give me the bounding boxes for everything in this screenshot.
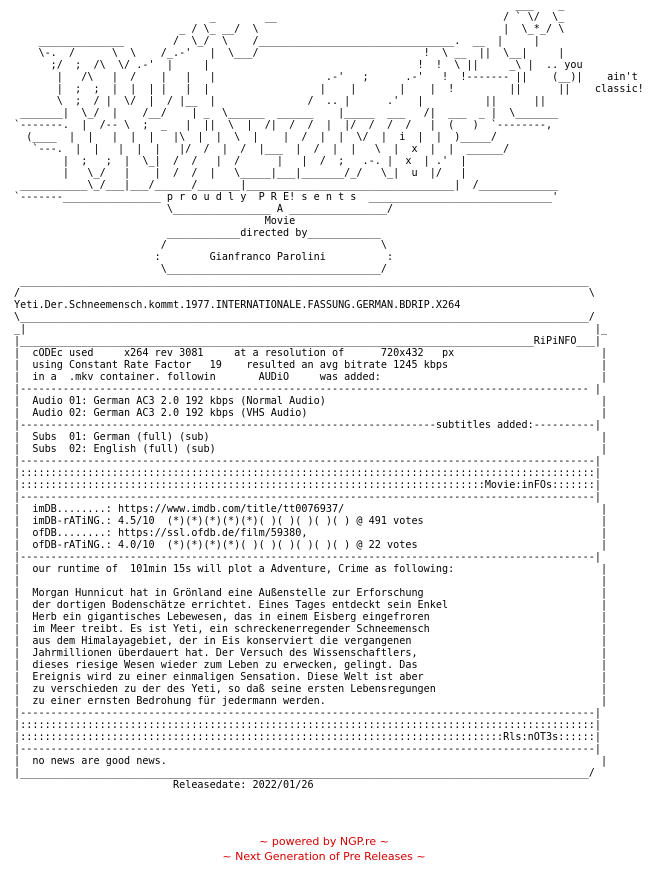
footer-powered-by: ~ powered by NGP.re ~ — [259, 835, 389, 848]
footer-tagline: ~ Next Generation of Pre Releases ~ — [222, 850, 426, 863]
footer — [0, 834, 648, 864]
nfo-text: ___ _ _ __ / ` \/ \_ _ / \_ __/ \ | \_*_/ \ ______________ / \_/ \ /________________________________. __ | | \-. / \ \ /_.-' | \___/ ! \ __ || \__| | ;/ ; /\ \/ .-' | | ! ! \ || _\ | .. you | /\ | / | | | .-' ; .-' ! !------- || (__)| ain't | ; ; | | | | | | | | | | ! || || classic! \ ; / | \/ | / |__ | / .. | .' | || || _______| \_/ | /__/ | _ \______ ______ |_____ ___ /| ___ _ | \_______ `-------. | /-- \ ; _ | || \ | /| / / | |/ / / / | ( ) `--------, (____ | | | | | |\ | | \ | | / | | \/ | i | | )_____/ `---. | | | | | |/ / | / |___ | / | | \ | x | | ______/ | ; ; | \_| / / | / | | / ; .-. | x | .' | | \_/ | | / / | \_____|___|_______/_/ \_| u |/ | ___________\_/___|___/______/_______|__________________________________| /_____________ `-------________________ p r o u d l y P R E! s e n t s ______________________________' \________________ A ________________/ Movie ____________directed by____________ / \ : Gianfranco Parolini : \___________________________________/ _____________________________________________________________________________________________ / \ Yeti.Der.Schneemensch.kommt.1977.INTERNATIONALE.FASSUNG.GERMAN.BDRIP.X264 \_____________________________________________________________________________________________/ _| |_ |____________________________________________________________________________________RiPiNFO___| | cODEc used x264 rev 3081 at a resolution of 720x432 px | | using Constant Rate Factor 19 resulted an avg bitrate 1245 kbps | | in a .mkv container. followin AUDiO was added: | |--------------------------------------------------------------------------------------------- | | Audio 01: German AC3 2.0 192 kbps (Normal Audio) | | Audio 02: German AC3 2.0 192 kbps (VHS Audio) | |--------------------------------------------------------------------subtitles added:----------| | Subs 01: German (full) (sub) | | Subs 02: English (full) (sub) | |----------------------------------------------------------------------------------------------| |::::::::::::::::::::::::::::::::::::::::::::::::::::::::::::::::::::::::::::::::::::::::::::::| |::::::::::::::::::::::::::::::::::::::::::::::::::::::::::::::::::::::::::::Movie:inFOs:::::::| |----------------------------------------------------------------------------------------------| | imDB........: https://www.imdb.com/title/tt0076937/ | | imDB-rATiNG.: 4.5/10 (*)(*)(*)(*)(*)( )( )( )( )( ) @ 491 votes | | ofDB........: https://ssl.ofdb.de/film/59380, | | ofDB-rATiNG.: 4.0/10 (*)(*)(*)(*)( )( )( )( )( )( ) @ 22 votes | |----------------------------------------------------------------------------------------------| | our runtime of 101min 15s will plot a Adventure, Crime as following: | | | | Morgan Hunnicut hat in Grönland eine Außenstelle zur Erforschung | | der dortigen Bodenschätze errichtet. Eines Tages entdeckt sein Enkel | | Herb ein gigantisches Lebewesen, das in einem Eisberg eingefroren | | im Meer treibt. Es ist Yeti, ein schreckenerregender Schneemensch | | aus dem Himalayagebiet, der in Eis konserviert die vergangenen | | Jahrmillionen überdauert hat. Der Versuch des Wissenschaftlers, | | dieses riesige Wesen wieder zum Leben zu erwecken, gelingt. Das | | Ereignis wird zu einer einmaligen Sensation. Diese Welt ist aber | | zu verschieden zu der des Yeti, so daß seine ersten Lebensregungen | | zu einer ernsten Bedrohung für jedermann werden. | |----------------------------------------------------------------------------------------------| |::::::::::::::::::::::::::::::::::::::::::::::::::::::::::::::::::::::::::::::::::::::::::::::| |:::::::::::::::::::::::::::::::::::::::::::::::::::::::::::::::::::::::::::::::Rls:nOT3s::::::| |----------------------------------------------------------------------------------------------| | no news are good news. | |_____________________________________________________________________________________________/ Releasedate: 2022/01/26 — [14, 0, 644, 791]
